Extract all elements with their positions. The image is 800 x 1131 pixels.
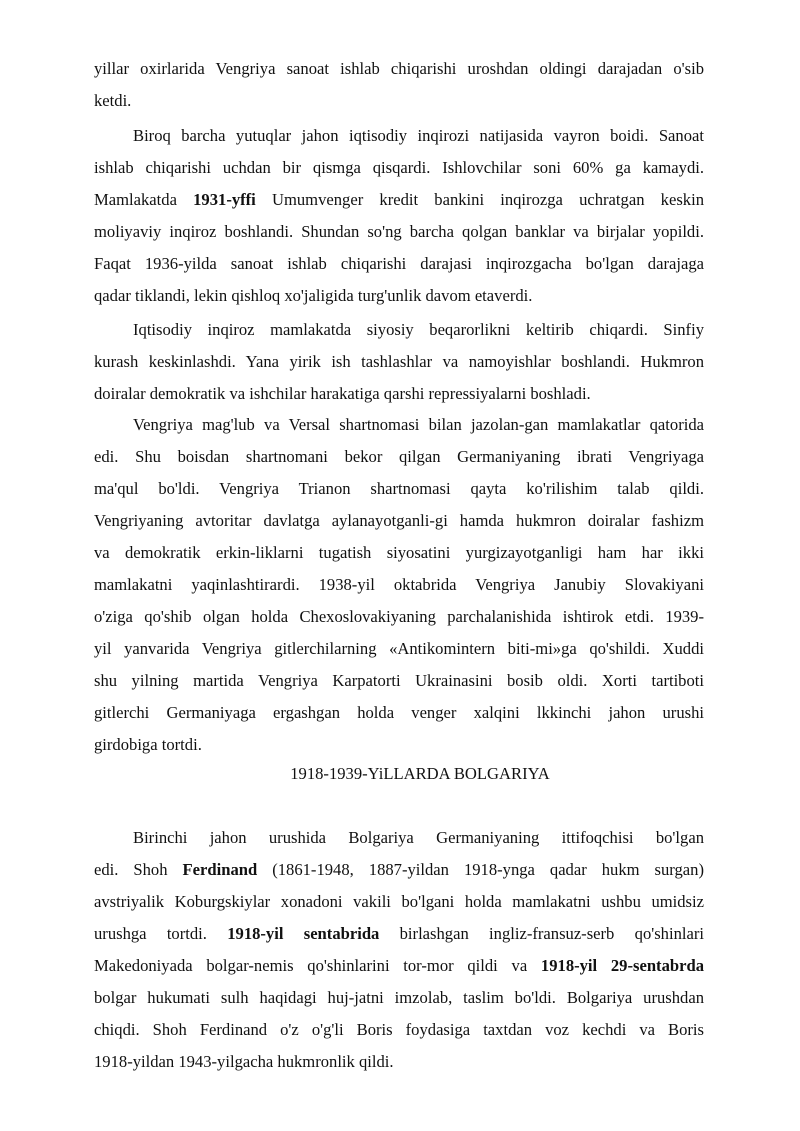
text-run: chiqdi. Shoh Ferdinand o'z o'g'li Boris foydasiga taxtdan voz kechdi va Boris — [94, 1020, 704, 1039]
text-run: girdobiga tortdi. — [94, 735, 202, 754]
text-run: bolgar hukumati sulh haqidagi huj-jatni imzolab, taslim bo'ldi. Bolgariya urushdan — [94, 988, 704, 1007]
text-run: 1918-yildan 1943-yilgacha hukmronlik qildi. — [94, 1052, 394, 1071]
bold-text: 1918-yil sentabrida — [227, 924, 380, 943]
text-line — [94, 284, 704, 308]
text-line — [94, 733, 704, 757]
text-run: ma'qul bo'ldi. Vengriya Trianon shartnomasi qayta ko'rilishim talab qildi. — [94, 479, 704, 498]
text-line — [94, 188, 704, 212]
text-line — [94, 220, 704, 244]
text-line — [94, 541, 704, 565]
text-run: shu yilning martida Vengriya Karpatorti Ukrainasini bosib oldi. Xorti tartiboti — [94, 671, 704, 690]
bold-text: Ferdinand — [182, 860, 258, 879]
bold-text: 1918-yil 29-sentabrda — [540, 956, 704, 975]
text-run: edi. Shu boisdan shartnomani bekor qilgan Germaniyaning ibrati Vengriyaga — [94, 447, 704, 466]
text-run: ketdi. — [94, 91, 132, 110]
text-run: qadar tiklandi, lekin qishloq xo'jaligida turg'unlik davom etaverdi. — [94, 286, 533, 305]
text-line — [94, 89, 704, 113]
text-line — [133, 413, 704, 437]
text-line — [94, 954, 704, 978]
text-line — [94, 701, 704, 725]
bold-text: 1931-yffi — [193, 190, 256, 209]
text-line — [94, 637, 704, 661]
text-run: ishlab chiqarishi uchdan bir qismga qisqardi. Ishlovchilar soni 60% ga kamaydi. — [94, 158, 704, 177]
text-line — [94, 573, 704, 597]
text-run: yil yanvarida Vengriya gitlerchilarning «Antikomintern biti-mi»ga qo'shildi. Xuddi — [94, 639, 704, 658]
text-line — [94, 382, 704, 406]
text-run: Vengriya mag'lub va Versal shartnomasi bilan jazolan-gan mamlakatlar qatorida — [133, 415, 704, 434]
text-run: Vengriyaning avtoritar davlatga aylanayotganli-gi hamda hukmron doiralar fashizm — [94, 511, 704, 530]
text-run: Biroq barcha yutuqlar jahon iqtisodiy inqirozi natijasida vayron boidi. Sanoat — [133, 126, 704, 145]
text-run: (1861-1948, 1887-yildan 1918-ynga qadar hukm surgan) — [257, 860, 704, 879]
text-line — [94, 350, 704, 374]
text-run: Mamlakatda — [94, 190, 194, 209]
text-run: o'ziga qo'shib olgan holda Chexoslovakiyaning parchalanishida ishtirok etdi. 1939- — [94, 607, 704, 626]
text-run: avstriyalik Koburgskiylar xonadoni vakili bo'lgani holda mamlakatni ushbu umidsiz — [94, 892, 704, 911]
text-run: kurash keskinlashdi. Yana yirik ish tashlashlar va namoyishlar boshlandi. Hukmron — [94, 352, 704, 371]
text-line — [94, 858, 704, 882]
text-line — [94, 509, 704, 533]
text-run: mamlakatni yaqinlashtirardi. 1938-yil oktabrida Vengriya Janubiy Slovakiyani — [94, 575, 704, 594]
text-run: Makedoniyada bolgar-nemis qo'shinlarini tor-mor qildi va — [94, 956, 541, 975]
text-line — [94, 605, 704, 629]
text-line — [133, 318, 704, 342]
text-line — [94, 669, 704, 693]
text-run: edi. Shoh — [94, 860, 183, 879]
text-run: Birinchi jahon urushida Bolgariya Germaniyaning ittifoqchisi bo'lgan — [133, 828, 704, 847]
text-line — [94, 252, 704, 276]
text-line — [94, 922, 704, 946]
text-run: Umumvenger kredit bankini inqirozga uchratgan keskin — [255, 190, 704, 209]
section-heading: 1918-1939-YiLLARDA BOLGARIYA — [290, 764, 550, 783]
text-run: Iqtisodiy inqiroz mamlakatda siyosiy beqarorlikni keltirib chiqardi. Sinfiy — [133, 320, 704, 339]
text-run: doiralar demokratik va ishchilar harakatiga qarshi repressiyalarni boshladi. — [94, 384, 591, 403]
text-line — [94, 1018, 704, 1042]
text-line — [94, 986, 704, 1010]
text-run: birlashgan ingliz-fransuz-serb qo'shinlari — [379, 924, 705, 943]
text-run: va demokratik erkin-liklarni tugatish siyosatini yurgizayotganligi ham har ikki — [94, 543, 704, 562]
text-run: gitlerchi Germaniyaga ergashgan holda venger xalqini lkkinchi jahon urushi — [94, 703, 704, 722]
text-run: yillar oxirlarida Vengriya sanoat ishlab chiqarishi uroshdan oldingi darajadan o'sib — [94, 59, 704, 78]
text-line — [94, 890, 704, 914]
text-line — [94, 445, 704, 469]
text-line — [133, 826, 704, 850]
text-line — [94, 477, 704, 501]
text-line — [94, 57, 704, 81]
text-run: moliyaviy inqiroz boshlandi. Shundan so'ng barcha qolgan banklar va birjalar yopildi. — [94, 222, 704, 241]
text-run: Faqat 1936-yilda sanoat ishlab chiqarishi darajasi inqirozgacha bo'lgan darajaga — [94, 254, 704, 273]
text-line — [94, 156, 704, 180]
text-run: urushga tortdi. — [94, 924, 228, 943]
text-line — [94, 1050, 704, 1074]
text-line — [133, 124, 704, 148]
